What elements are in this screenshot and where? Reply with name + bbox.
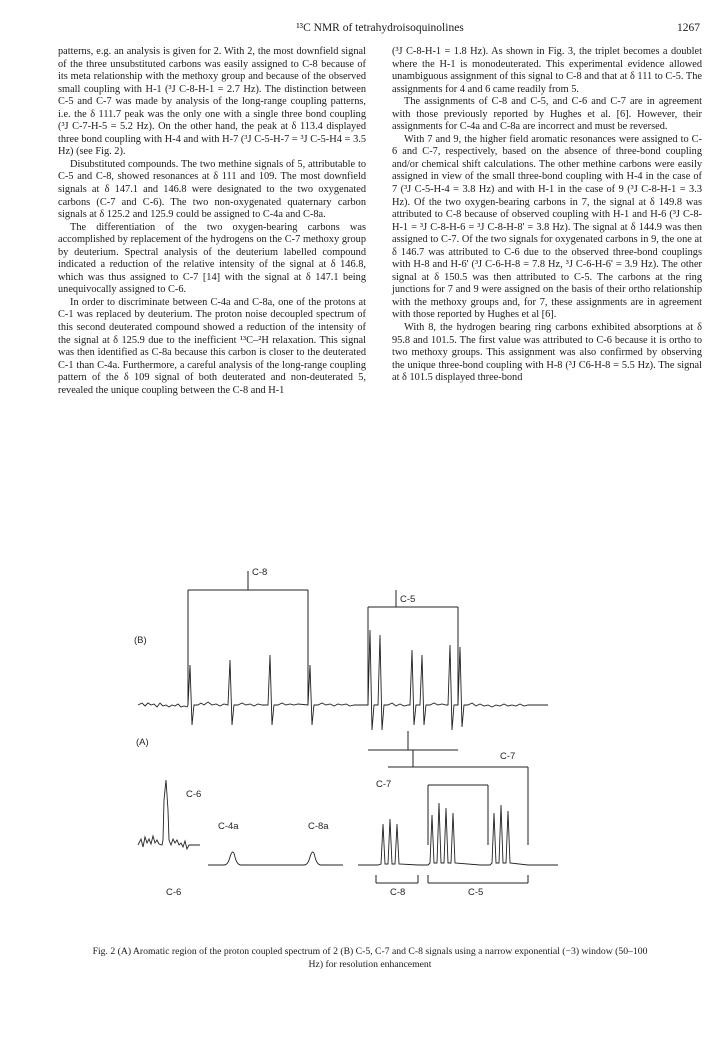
- label-c7-right: C-7: [500, 751, 516, 762]
- paragraph: The differentiation of the two oxygen-bearing carbons was accomplished by replacement of the hydrogens on the C-7 methoxy group by deuterium. Spectral analysis of the deuterium labelled compound indicated a reduction of the relative intensity of the signal at δ 146.8, which was thus assigned to C-7 [14] with the signal at δ 147.1 being unequivocally assigned to C-6.: [58, 221, 366, 296]
- bracket-c7-inner: [428, 785, 488, 845]
- left-column: [58, 46, 366, 397]
- trace-b-label: (B): [134, 635, 147, 646]
- nmr-spectrum-figure: [128, 545, 588, 935]
- paragraph: With 8, the hydrogen bearing ring carbons exhibited absorptions at δ 95.8 and 101.5. The first value was attributed to C-6 because it is ortho to two methoxy groups. This assignment was also confirmed by observing the unique three-bond coupling with H-8 (³J C6-H-8 = 5.5 Hz). The signal at δ 101.5 displayed three-bond: [392, 322, 702, 384]
- paragraph: In order to discriminate between C-4a and C-8a, one of the protons at C-1 was replaced by deuterium. The proton noise decoupled spectrum of this second deuterated compound showed a reduction of the intensity of the signal at δ 125.9 due to the inefficient ¹³C–²H relaxation. This signal was then identified as C-8a because this carbon is closer to the deuterated C-1 than C-4a. Furthermore, a careful analysis of the long-range coupling pattern of the δ 109 signal of both deuterated and non-deuterated 5, revealed the unique coupling between the C-8 and H-1: [58, 296, 366, 396]
- label-c4a: C-4a: [218, 821, 239, 832]
- right-column: [392, 46, 702, 385]
- label-c6: C-6: [186, 789, 202, 800]
- paragraph: patterns, e.g. an analysis is given for 2. With 2, the most downfield signal of the three unsubstituted carbons was easily assigned to C-8 because of its meta relationship with the methoxy group and because of the observed small coupling with H-1 (³J C-8-H-1 = 2.7 Hz). The distinction between C-5 and C-7 was made by analysis of the long-range coupling patterns, i.e. the δ 111.7 peak was the only one with a single three bond coupling (³J C-7-H-5 = 5.2 Hz). On the other hand, the peak at δ 113.4 displayed three bond coupling with H-4 and with H-7 (³J C-5-H-7 = ³J C-5-H4 = 3.5 Hz) (see Fig. 2).: [58, 46, 366, 158]
- running-title: ¹³C NMR of tetrahydroisoquinolines: [296, 22, 464, 34]
- trace-b-line: [138, 630, 548, 730]
- label-c8a: C-8a: [308, 821, 329, 832]
- label-bottom-c6: C-6: [166, 887, 182, 898]
- spectrum-svg: [128, 545, 588, 935]
- bottom-brackets: [376, 875, 528, 883]
- page-number: 1267: [677, 22, 700, 34]
- bracket-c8-top: [188, 571, 308, 705]
- label-c8-top: C-8: [252, 567, 268, 578]
- running-header: [60, 22, 700, 38]
- bracket-c7-right: [368, 731, 528, 845]
- paragraph: With 7 and 9, the higher field aromatic resonances were assigned to C-6 and C-7, respectively, based on the absence of three-bond coupling and/or chemical shift calculations. The other methine carbons were easily assigned in view of the small three-bond coupling with H-4 in the case of 7 (³J C-5-H-4 = 3.8 Hz) and with H-1 in the case of 9 (³J C-8-H-1 = 3.3 Hz). Of the two oxygen-bearing carbons in 7, the signal at δ 149.8 was attributed to C-8 because of observed coupling with H-1 and H-6 (³J C-8-H-1 = ³J C-8-H-6 = ³J C-8-H-8' = 3.8 Hz). The signal at δ 144.9 was then assigned to C-7. Of the two signals for oxygenated carbons in 9, the one at δ 146.7 was attributed to C-6 due to the observed three-bond couplings with H-8 and H-6' (³J C-6-H-8 = 7.8 Hz, ³J C-6-H-6' = 3.9 Hz). The other signal at δ 150.5 was then attributed to C-5. The carbons at the ring junctions for 7 and 9 were assigned on the basis of their ortho relationship with the methoxy groups and, for 7, these assignments are in agreement with those reported by Hughes et al [6].: [392, 133, 702, 321]
- label-c5-top: C-5: [400, 594, 416, 605]
- figure-caption: Fig. 2 (A) Aromatic region of the proton coupled spectrum of 2 (B) C-5, C-7 and C-8 signals using a narrow exponential (−3) window (50–100 Hz) for resolution enhancement: [92, 946, 648, 970]
- label-bottom-c5: C-5: [468, 887, 484, 898]
- label-c7-inner: C-7: [376, 779, 392, 790]
- trace-a-label: (A): [136, 737, 149, 748]
- trace-a-middle: [208, 852, 343, 865]
- paragraph: The assignments of C-8 and C-5, and C-6 and C-7 are in agreement with those previously reported by Hughes et al. [6]. However, their assignments for C-4a and C-8a are incorrect and must be reversed.: [392, 96, 702, 133]
- label-bottom-c8: C-8: [390, 887, 406, 898]
- paragraph: Disubstituted compounds. The two methine signals of 5, attributable to C-5 and C-8, showed resonances at δ 111 and 109. The most downfield signals at δ 147.1 and 146.8 were designated to the two oxygenated carbons (C-7 and C-6). The two non-oxygenated quaternary carbon signals at δ 125.2 and 125.9 could be assigned to C-4a and C-8a.: [58, 158, 366, 221]
- paragraph: (³J C-8-H-1 = 1.8 Hz). As shown in Fig. 3, the triplet becomes a doublet where the H-1 is monodeuterated. This experimental evidence allowed unambiguous assignment of this signal to C-8 and that at δ 111 to C-5. The assignments for 4 and 6 came readily from 5.: [392, 46, 702, 95]
